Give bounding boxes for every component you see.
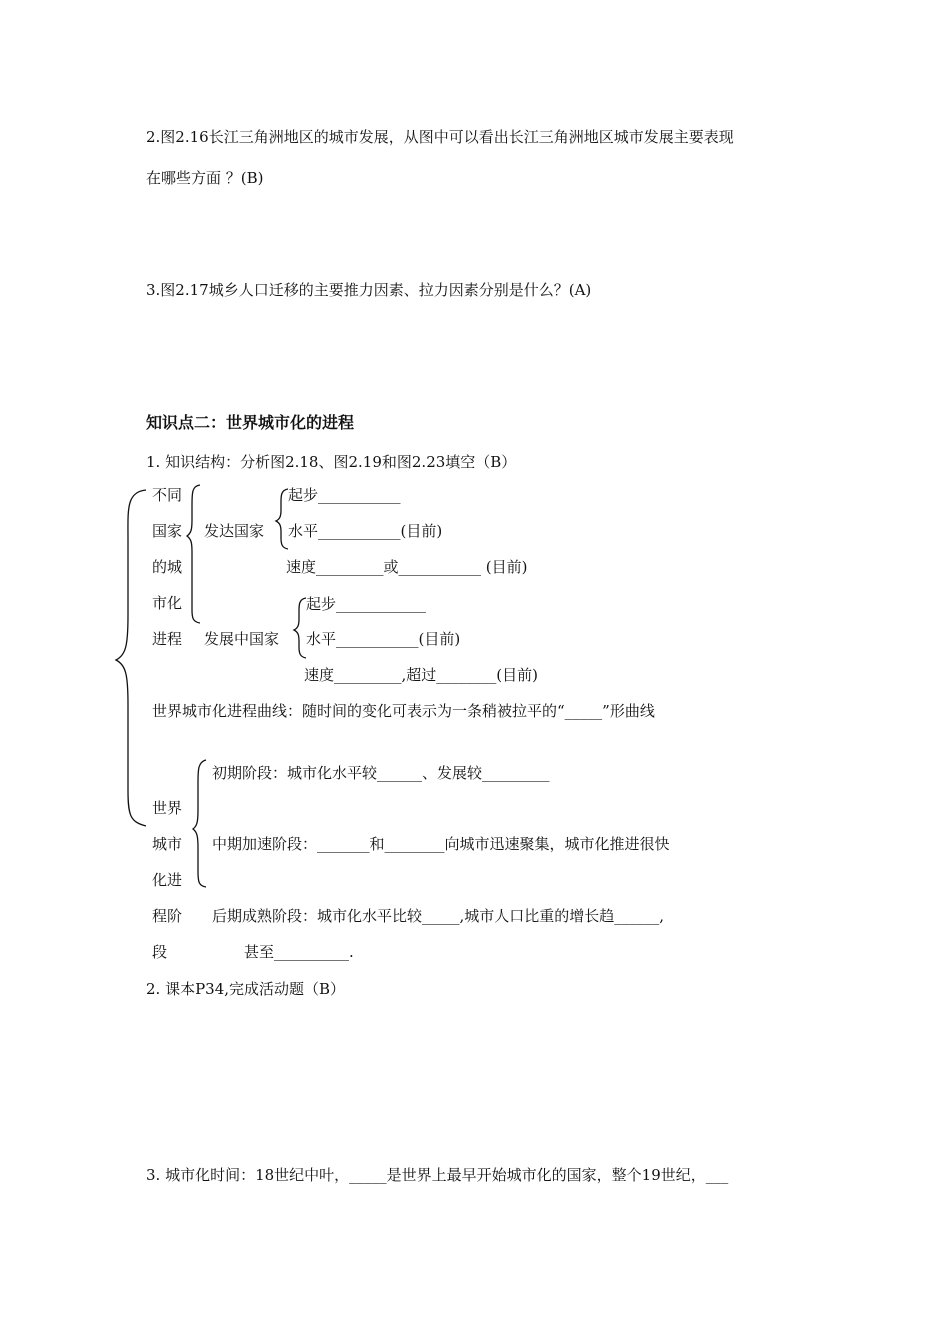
developed-level: 水平___________(目前): [288, 522, 443, 540]
stage-early: 初期阶段：城市化水平较______、发展较_________: [212, 764, 550, 782]
outer-brace: [116, 490, 146, 826]
stage-label-line: 段: [152, 943, 168, 961]
left-label-line: 的城: [152, 558, 183, 576]
section-title: 知识点二：世界城市化的进程: [146, 413, 355, 432]
stage-late-line-1: 后期成熟阶段：城市化水平比较_____,城市人口比重的增长趋______,: [212, 907, 665, 925]
left-label-line: 市化: [152, 594, 183, 612]
stage-late-line-2: 甚至__________.: [244, 943, 354, 961]
item-3: 3. 城市化时间：18世纪中叶，_____是世界上最早开始城市化的国家，整个19世纪，___: [146, 1166, 729, 1184]
stage-label-line: 世界: [152, 799, 183, 817]
developed-start: 起步___________: [288, 486, 401, 504]
left-label-line: 不同: [152, 486, 183, 504]
item-1-intro: 1. 知识结构：分析图2.18、图2.19和图2.23填空（B）: [146, 453, 517, 471]
developed-brace: [276, 489, 288, 549]
stage-middle: 中期加速阶段：_______和________向城市迅速聚集，城市化推进很快: [212, 835, 670, 853]
developing-speed: 速度_________,超过________(目前): [304, 666, 538, 684]
developed-speed: 速度_________或___________ (目前): [286, 558, 528, 576]
question-2-line-1: 2.图2.16长江三角洲地区的城市发展，从图中可以看出长江三角洲地区城市发展主要表现: [146, 128, 734, 146]
item-2: 2. 课本P34,完成活动题（B）: [146, 980, 346, 998]
stage-label-line: 化进: [152, 871, 183, 889]
developing-level: 水平___________(目前): [306, 630, 461, 648]
question-2-line-2: 在哪些方面 ？(B): [146, 169, 264, 187]
developing-label: 发展中国家: [204, 630, 280, 648]
country-brace: [187, 485, 200, 623]
left-label-line: 进程: [152, 630, 183, 648]
left-label-line: 国家: [152, 522, 183, 540]
developing-start: 起步____________: [306, 595, 427, 613]
stage-label-line: 程阶: [152, 907, 183, 925]
stage-label-line: 城市: [152, 835, 183, 853]
question-3: 3.图2.17城乡人口迁移的主要推力因素、拉力因素分别是什么？(A): [146, 281, 592, 299]
curve-description: 世界城市化进程曲线：随时间的变化可表示为一条稍被拉平的“_____”形曲线: [152, 702, 655, 720]
stages-brace: [193, 760, 206, 887]
developing-brace: [294, 598, 306, 658]
developed-label: 发达国家: [204, 522, 265, 540]
